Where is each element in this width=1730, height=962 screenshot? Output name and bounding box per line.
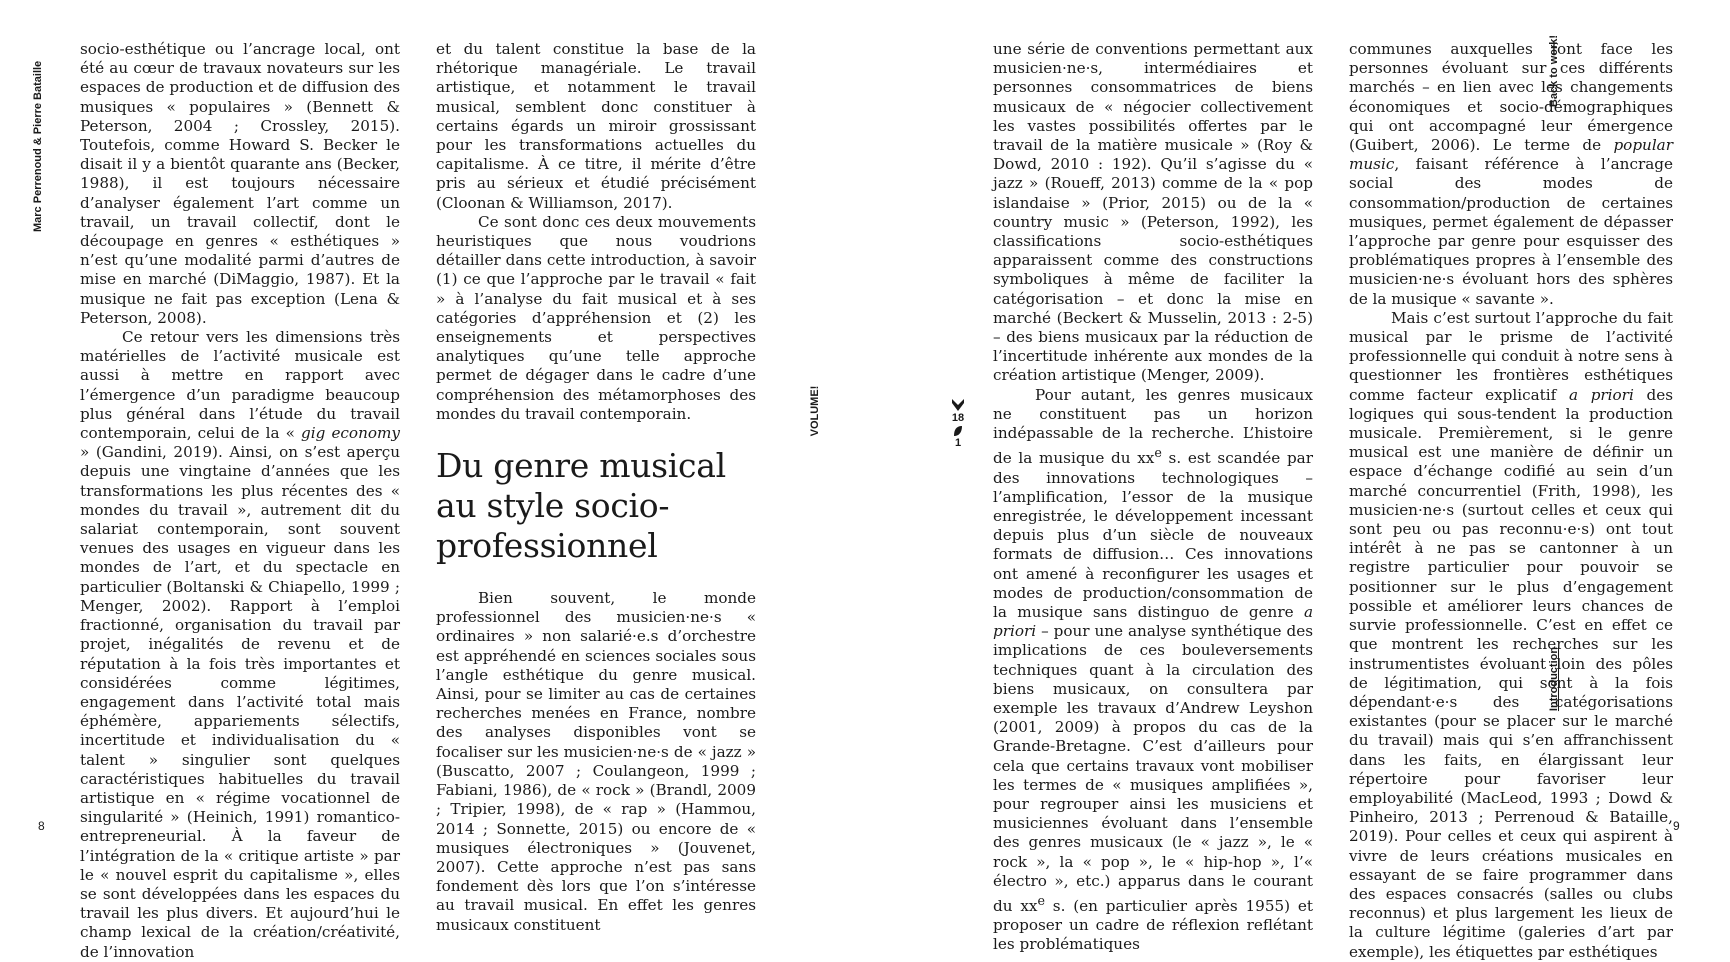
text-column-2: [436, 40, 756, 935]
running-head-section-top: Back to work!: [1548, 34, 1560, 108]
paragraph: Bien souvent, le monde professionnel des musicien·ne·s « ordinaires » non salarié·e.s d’orchestre est appréhendé en sciences sociales sous l’angle esthétique du genre musical. Ainsi, pour se limiter au cas de certaines recherches menées en France, nombre des analyses disponibles vont se focaliser sur les musicien·ne·s de « jazz » (Buscatto, 2007 ; Coulangeon, 1999 ; Fabiani, 1986), de « rock » (Brandl, 2009 ; Tripier, 1998), de « rap » (Hammou, 2014 ; Sonnette, 2015) ou encore de « musiques électroniques » (Jouvenet, 2007). Cette approche n’est pas sans fondement dès lors que l’on s’intéresse au travail musical. En effet les genres musicaux constituent: [436, 589, 756, 934]
paragraph: Mais c’est surtout l’approche du fait musical par le prisme de l’activité professionnelle qui conduit à notre sens à questionner les frontières esthétiques comme facteur explicatif a priori des logiques qui sous-tendent la production musicale. Premièrement, si le genre musical est une manière de définir un espace d’échange codifié au sein d’un marché concurrentiel (Frith, 1998), les musicien·ne·s (surtout celles et ceux qui sont peu ou pas reconnu·e·s) ont tout intérêt à ne pas se cantonner à un registre particulier pour pouvoir se positionner sur le plus d’engagement possible et améliorer leurs chances de survie professionnelle. C’est en effet ce que montrent les recherches sur les instrumentistes évoluant loin des pôles de légitimation, qui sont à la fois dépendant·e·s des catégorisations existantes (pour se placer sur le marché du travail) mais qui s’en affranchissent dans les faits, en élargissant leur répertoire pour favoriser leur employabilité (MacLeod, 1993 ; Dowd & Pinheiro, 2013 ; Perrenoud & Bataille, 2019). Pour celles et ceux qui aspirent à vivre de leurs créations musicales en essayant de se faire programmer dans des espaces consacrés (salles ou clubs reconnus) et plus largement les lieux de la culture légitime (galeries d’art par exemple), les étiquettes par esthétiques: [1349, 308, 1673, 961]
left-page: [0, 0, 865, 961]
paragraph: et du talent constitue la base de la rhétorique managériale. Le travail artistique, et notamment le travail musical, semblent donc constituer à certains égards un miroir grossissant pour les transformations actuelles du capitalisme. À ce titre, il mérite d’être pris au sérieux et étudié précisément (Cloonan & Williamson, 2017).: [436, 40, 756, 212]
paragraph: socio-esthétique ou l’ancrage local, ont été au cœur de travaux novateurs sur les espaces de production et de diffusion des musiques « populaires » (Bennett & Peterson, 2004 ; Crossley, 2015). Toutefois, comme Howard S. Becker le disait il y a bientôt quarante ans (Becker, 1988), il est toujours nécessaire d’analyser également l’art comme un travail, un travail collectif, dont le découpage en genres « esthétiques » n’est qu’une modalité parmi d’autres de mise en marché (DiMaggio, 1987). Et la musique ne fait pas exception (Lena & Peterson, 2008).: [80, 40, 400, 327]
paragraph: communes auxquelles font face les personnes évoluant sur ces différents marchés – en lien avec les changements économiques et socio-démographiques qui ont accompagné leur émergence (Guibert, 2006). Le terme de popular music, faisant référence à l’ancrage social des modes de consommation/production de certaines musiques, permet également de dépasser l’approche par genre pour esquisser des problématiques propres à l’ensemble des musicien·ne·s évoluant hors des sphères de la musique « savante ».: [1349, 40, 1673, 308]
page-number-right: 9: [1673, 819, 1680, 833]
paragraph: Ce retour vers les dimensions très matérielles de l’activité musicale est aussi à mettre en rapport avec l’émergence d’un paradigme beaucoup plus général dans l’étude du travail contemporain, celui de la « gig economy » (Gandini, 2019). Ainsi, on s’est aperçu depuis une vingtaine d’années que les transformations les plus récentes des « mondes du travail », autrement dit du salariat contemporain, sont souvent venues des usages en vigueur dans les mondes de l’art, et du spectacle en particulier (Boltanski & Chiapello, 1999 ; Menger, 2002). Rapport à l’emploi fractionné, organisation du travail par projet, inégalités de revenu et de réputation à la fois très importantes et considérées comme légitimes, engagement dans l’activité total mais éphémère, appariements sélectifs, incertitude et individualisation du « talent » singulier sont quelques caractéristiques habituelles du travail artistique en « régime vocationnel de singularité » (Heinich, 1991) romantico-entrepreneurial. À la faveur de l’intégration de la « critique artiste » par le « nouvel esprit du capitalisme », elles se sont développées dans les espaces du travail les plus divers. Et aujourd’hui le champ lexical de la création/créativité, de l’innovation: [80, 328, 400, 961]
right-page: [865, 0, 1730, 961]
text-column-3: [993, 40, 1313, 955]
text-column-4: [1349, 40, 1673, 962]
paragraph: Ce sont donc ces deux mouvements heuristiques que nous voudrions détailler dans cette introduction, à savoir (1) ce que l’approche par le travail « fait » à l’analyse du fait musical et à ses catégories d’appréhension et (2) les enseignements et perspectives analytiques qu’une telle approche permet de dégager dans le cadre d’une compréhension des métamorphoses des mondes du travail contemporain.: [436, 212, 756, 423]
page-number-left: 8: [38, 819, 45, 833]
running-head-authors: Marc Perrenoud & Pierre Bataille: [32, 60, 44, 232]
section-heading: Du genre musical au style socio-professionnel: [436, 446, 726, 566]
issue-volume: 18: [951, 412, 965, 424]
issue-number: 1: [954, 437, 962, 449]
paragraph: Pour autant, les genres musicaux ne constituent pas un horizon indépassable de la recherche. L’histoire de la musique du $xx^e$ s. est scandée par des innovations technologiques – l’amplification, l’essor de la musique enregistrée, le développement incessant depuis plus d’un siècle de nouveaux formats de diffusion… Ces innovations ont amené à reconfigurer les usages et modes de production/consommation de la musique sans distinguo de genre a priori – pour une analyse synthétique des implications de ces bouleversements techniques quant à la circulation des biens musicaux, on consultera par exemple les travaux d’Andrew Leyshon (2001, 2009) à propos du cas de la Grande-Bretagne. C’est d’ailleurs pour cela que certains travaux vont mobiliser les termes de « musiques amplifiées », pour regrouper ainsi les musiciens et musiciennes évoluant dans l’ensemble des genres musicaux (le « jazz », le « rock », la « pop », le « hip-hop », l’« électro », etc.) apparus dans le courant du $xx^e$ s. (en particulier après 1955) et proposer un cadre de réflexion reflétant les problématiques: [993, 385, 1313, 954]
paragraph: une série de conventions permettant aux musicien·ne·s, intermédiaires et personnes consommatrices de biens musicaux de « négocier collectivement les vastes possibilités offertes par le travail de la matière musicale » (Roy & Dowd, 2010 : 192). Qu’il s’agisse du « jazz » (Roueff, 2013) comme de la « pop islandaise » (Prior, 2015) ou de la « country music » (Peterson, 1992), les classifications socio-esthétiques apparaissent comme des constructions symboliques à même de faciliter la catégorisation – et donc la mise en marché (Beckert & Musselin, 2013 : 2-5) – des biens musicaux par la réduction de l’incertitude inhérente aux mondes de la création artistique (Menger, 2009).: [993, 40, 1313, 385]
running-head-journal: VOLUME!: [809, 385, 821, 437]
text-column-1: [80, 40, 400, 962]
running-head-section-bottom: Introduction: [1548, 646, 1560, 712]
